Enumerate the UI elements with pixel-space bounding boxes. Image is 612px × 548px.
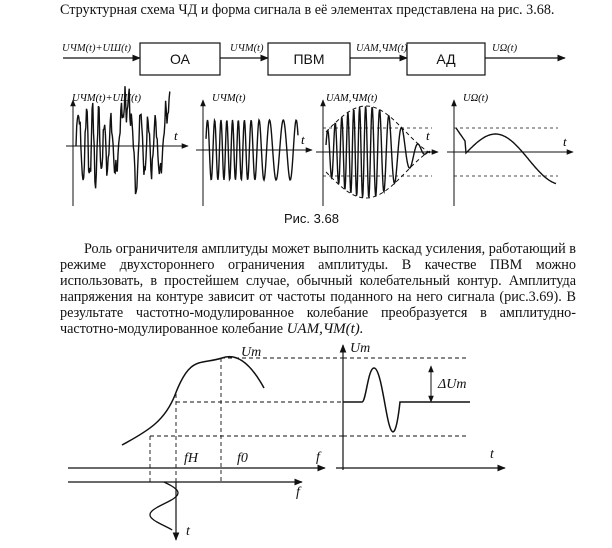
output-t-label: t xyxy=(490,447,494,462)
oa-output-label: UЧМ(t) xyxy=(230,43,264,54)
output-um-label: Um xyxy=(350,341,371,356)
f0-label: f0 xyxy=(237,451,248,466)
delta-um-label: ΔUm xyxy=(438,377,467,392)
fh-label: fH xyxy=(184,451,198,466)
wave1-t: t xyxy=(174,128,178,143)
waveform-panels xyxy=(66,86,573,206)
intro-paragraph: Структурная схема ЧД и форма сигнала в её элементах представлена на рис. 3.68. xyxy=(60,2,555,18)
block-pvm-label: ПВМ xyxy=(293,51,325,67)
resonance-curve xyxy=(122,357,264,445)
wave3-label: UАМ,ЧМ(t) xyxy=(326,93,378,104)
lower-f-axis-label: f xyxy=(296,485,300,500)
block-ad-label: АД xyxy=(436,51,456,67)
input-label: UЧМ(t)+UШ(t) xyxy=(62,43,132,54)
body-formula: UАМ,ЧМ(t). xyxy=(286,321,364,337)
fm-input-wave xyxy=(150,482,178,530)
block-oa-label: ОА xyxy=(170,51,190,67)
figure-caption: Рис. 3.68 xyxy=(284,211,339,226)
curve-um-label: Um xyxy=(241,345,262,360)
body-paragraph xyxy=(60,241,576,337)
output-figure xyxy=(336,345,505,470)
wave3-t: t xyxy=(426,128,430,143)
wave1-label: UЧМ(t)+UШ(t) xyxy=(72,93,142,104)
upper-f-axis-label: f xyxy=(316,450,320,465)
wave2-label: UЧМ(t) xyxy=(212,93,246,104)
wave4-t: t xyxy=(563,134,567,149)
t-axis-label: t xyxy=(186,524,190,539)
pvm-output-label: UАМ,ЧМ(t) xyxy=(356,43,408,54)
wave4-label: UΩ(t) xyxy=(463,93,489,104)
wave4-trace xyxy=(456,128,556,184)
resonance-figure xyxy=(68,357,344,540)
ad-output-label: UΩ(t) xyxy=(492,43,518,54)
wave2-t: t xyxy=(301,132,305,147)
body-text: Роль ограничителя амплитуды может выполнить каскад усиления, работающий в режиме двухстороннего ограничения амплитуды. В качестве ПВМ можно использовать, в простейшем случае, обычный колебательный контур. Амплитуда напряжения на контуре зависит от частоты поданного на него сигнала (рис.3.69). В результате частотно-модулированное колебание преобразуется в амплитудно-частотно-модулированное колебание xyxy=(60,241,576,337)
